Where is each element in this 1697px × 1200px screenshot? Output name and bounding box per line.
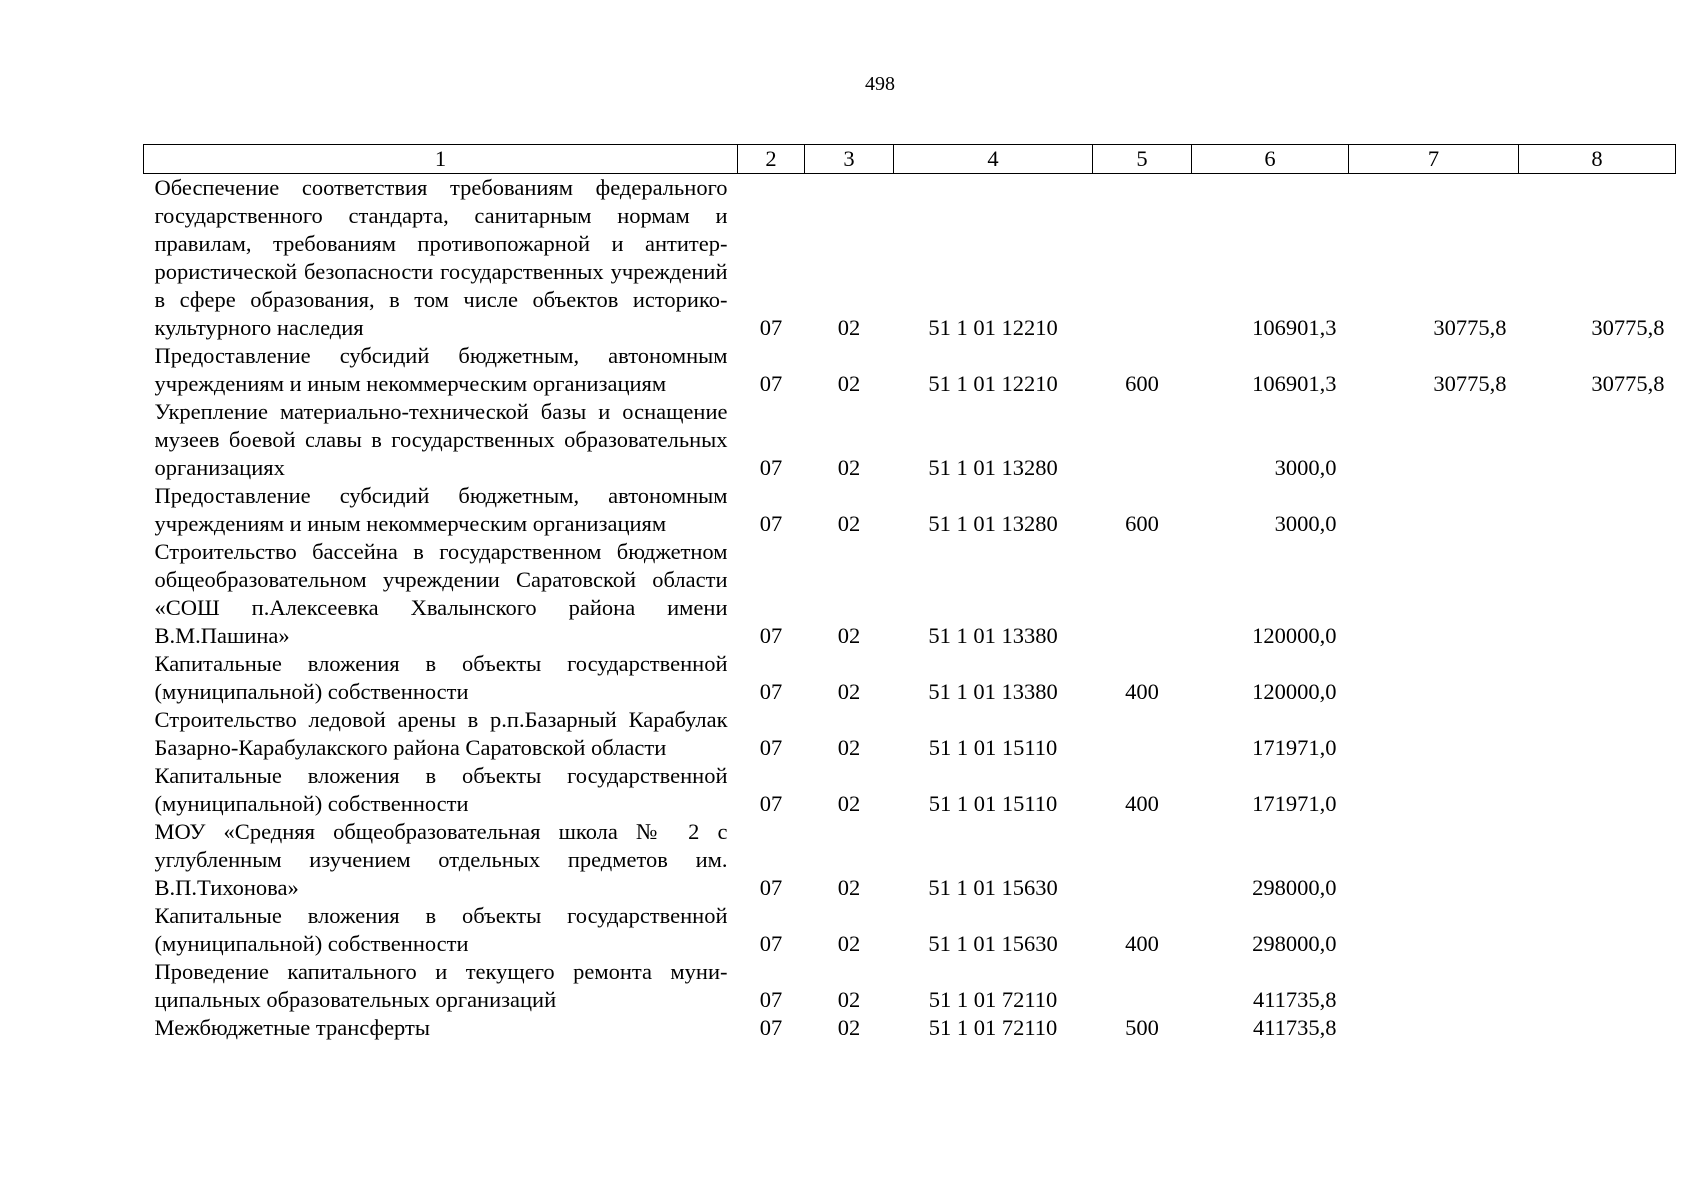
row-amount-6: 411735,8 xyxy=(1252,987,1337,1012)
row-expense-type: 500 xyxy=(1125,1015,1159,1040)
row-expense-type: 600 xyxy=(1125,371,1159,396)
page-number: 498 xyxy=(865,73,895,95)
row-name: Предоставление субсидий бюджетным, автономным учреждениям и иным некоммерческим организациям xyxy=(154,343,728,396)
row-target-code: 51 1 01 72110 xyxy=(928,987,1058,1012)
row-amount-6: 106901,3 xyxy=(1252,371,1337,396)
row-expense-type: 600 xyxy=(1125,511,1159,536)
row-amount-6: 106901,3 xyxy=(1252,315,1337,340)
column-header-8: 8 xyxy=(1519,145,1676,174)
row-section: 07 xyxy=(759,623,783,648)
row-name: Капитальные вложения в объекты государственной (муниципальной) собственности xyxy=(154,763,728,816)
row-section: 07 xyxy=(759,511,783,536)
row-amount-6: 171971,0 xyxy=(1252,791,1337,816)
row-section: 07 xyxy=(759,931,783,956)
row-expense-type xyxy=(1093,706,1192,762)
row-target-code: 51 1 01 13280 xyxy=(928,511,1058,536)
column-header-4: 4 xyxy=(894,145,1093,174)
row-amount-8 xyxy=(1519,762,1676,818)
row-target-code: 51 1 01 15110 xyxy=(928,791,1058,816)
row-amount-7 xyxy=(1349,538,1519,650)
row-name: Строительство ледовой арены в р.п.Базарный Карабулак Базарно-Карабулакского района Саратовской области xyxy=(154,707,728,760)
row-expense-type: 400 xyxy=(1125,931,1159,956)
row-section: 07 xyxy=(759,315,783,340)
row-name: Укрепление материально-технической базы и оснащение музеев боевой славы в государственных образовательных организациях xyxy=(154,399,728,480)
table-row xyxy=(144,762,1676,818)
row-amount-7 xyxy=(1349,762,1519,818)
row-subsection: 02 xyxy=(837,623,861,648)
row-target-code: 51 1 01 12210 xyxy=(928,371,1058,396)
row-amount-6: 298000,0 xyxy=(1252,931,1337,956)
row-subsection: 02 xyxy=(837,791,861,816)
row-amount-6: 120000,0 xyxy=(1252,623,1337,648)
row-section: 07 xyxy=(759,679,783,704)
row-amount-6: 3000,0 xyxy=(1274,455,1337,480)
row-name: Предоставление субсидий бюджетным, автономным учреждениям и иным некоммерческим организациям xyxy=(154,483,728,536)
row-amount-6: 120000,0 xyxy=(1252,679,1337,704)
table-row xyxy=(144,650,1676,706)
budget-table xyxy=(143,144,1676,1042)
row-subsection: 02 xyxy=(837,511,861,536)
table-row xyxy=(144,538,1676,650)
table-row xyxy=(144,1014,1676,1042)
row-target-code: 51 1 01 13380 xyxy=(928,679,1058,704)
row-subsection: 02 xyxy=(837,987,861,1012)
row-name: Межбюджетные трансферты xyxy=(154,1015,430,1040)
row-amount-6: 3000,0 xyxy=(1274,511,1337,536)
row-target-code: 51 1 01 72110 xyxy=(928,1015,1058,1040)
table-row xyxy=(144,706,1676,762)
row-name: Проведение капитального и текущего ремонта муниципальных образовательных организаций xyxy=(154,959,728,1012)
row-expense-type: 400 xyxy=(1125,679,1159,704)
table-row xyxy=(144,174,1676,343)
row-expense-type: 400 xyxy=(1125,791,1159,816)
row-target-code: 51 1 01 15630 xyxy=(928,875,1058,900)
row-target-code: 51 1 01 13280 xyxy=(928,455,1058,480)
row-target-code: 51 1 01 15630 xyxy=(928,931,1058,956)
row-section: 07 xyxy=(759,987,783,1012)
row-name: Капитальные вложения в объекты государственной (муниципальной) собственности xyxy=(154,903,728,956)
row-expense-type xyxy=(1093,958,1192,1014)
column-header-6: 6 xyxy=(1192,145,1349,174)
row-amount-8 xyxy=(1519,1014,1676,1042)
row-amount-8 xyxy=(1519,482,1676,538)
row-name: Строительство бассейна в государственном бюджетном общеобразовательном учреждении Саратовской области «СОШ п.Алексеевка Хвалынского района имени В.М.Пашина» xyxy=(154,539,728,648)
table-row xyxy=(144,902,1676,958)
row-amount-7 xyxy=(1349,482,1519,538)
row-amount-7 xyxy=(1349,650,1519,706)
column-header-7: 7 xyxy=(1349,145,1519,174)
row-amount-6: 411735,8 xyxy=(1252,1015,1337,1040)
row-name: МОУ «Средняя общеобразовательная школа № 2 с углубленным изучением отдельных предметов им. В.П.Тихонова» xyxy=(154,819,728,900)
row-amount-8: 30775,8 xyxy=(1591,371,1665,396)
row-amount-7 xyxy=(1349,398,1519,482)
table-row xyxy=(144,958,1676,1014)
row-amount-8 xyxy=(1519,958,1676,1014)
row-subsection: 02 xyxy=(837,931,861,956)
row-subsection: 02 xyxy=(837,455,861,480)
row-subsection: 02 xyxy=(837,735,861,760)
column-header-1: 1 xyxy=(144,145,738,174)
row-section: 07 xyxy=(759,371,783,396)
table-row xyxy=(144,342,1676,398)
row-name: Капитальные вложения в объекты государственной (муниципальной) собственности xyxy=(154,651,728,704)
row-amount-7 xyxy=(1349,706,1519,762)
row-amount-7 xyxy=(1349,958,1519,1014)
row-amount-8 xyxy=(1519,818,1676,902)
column-header-2: 2 xyxy=(738,145,805,174)
row-amount-7: 30775,8 xyxy=(1433,371,1507,396)
row-amount-8 xyxy=(1519,902,1676,958)
row-amount-8 xyxy=(1519,706,1676,762)
row-section: 07 xyxy=(759,791,783,816)
row-subsection: 02 xyxy=(837,1015,861,1040)
table-row xyxy=(144,398,1676,482)
row-amount-7: 30775,8 xyxy=(1433,315,1507,340)
table-row xyxy=(144,482,1676,538)
row-expense-type xyxy=(1093,818,1192,902)
row-section: 07 xyxy=(759,1015,783,1040)
row-subsection: 02 xyxy=(837,315,861,340)
row-name: Обеспечение соответствия требованиям федерального государственного стандарта, санитарным нормам и правилам, требованиям противопожарной и антитеррористической безопасности государственных учреждений в сфере образования, в том числе объектов историко-культурного наследия xyxy=(154,175,728,340)
row-subsection: 02 xyxy=(837,875,861,900)
row-target-code: 51 1 01 13380 xyxy=(928,623,1058,648)
row-section: 07 xyxy=(759,875,783,900)
row-target-code: 51 1 01 12210 xyxy=(928,315,1058,340)
row-amount-8 xyxy=(1519,538,1676,650)
row-amount-7 xyxy=(1349,1014,1519,1042)
row-amount-8 xyxy=(1519,398,1676,482)
row-section: 07 xyxy=(759,735,783,760)
row-amount-6: 171971,0 xyxy=(1252,735,1337,760)
row-subsection: 02 xyxy=(837,679,861,704)
row-subsection: 02 xyxy=(837,371,861,396)
row-amount-7 xyxy=(1349,902,1519,958)
row-target-code: 51 1 01 15110 xyxy=(928,735,1058,760)
row-section: 07 xyxy=(759,455,783,480)
row-amount-8 xyxy=(1519,650,1676,706)
row-expense-type xyxy=(1093,538,1192,650)
table-header-row xyxy=(144,145,1676,174)
column-header-3: 3 xyxy=(805,145,894,174)
table-row xyxy=(144,818,1676,902)
column-header-5: 5 xyxy=(1093,145,1192,174)
row-amount-6: 298000,0 xyxy=(1252,875,1337,900)
row-amount-8: 30775,8 xyxy=(1591,315,1665,340)
row-amount-7 xyxy=(1349,818,1519,902)
row-expense-type xyxy=(1093,174,1192,343)
row-expense-type xyxy=(1093,398,1192,482)
